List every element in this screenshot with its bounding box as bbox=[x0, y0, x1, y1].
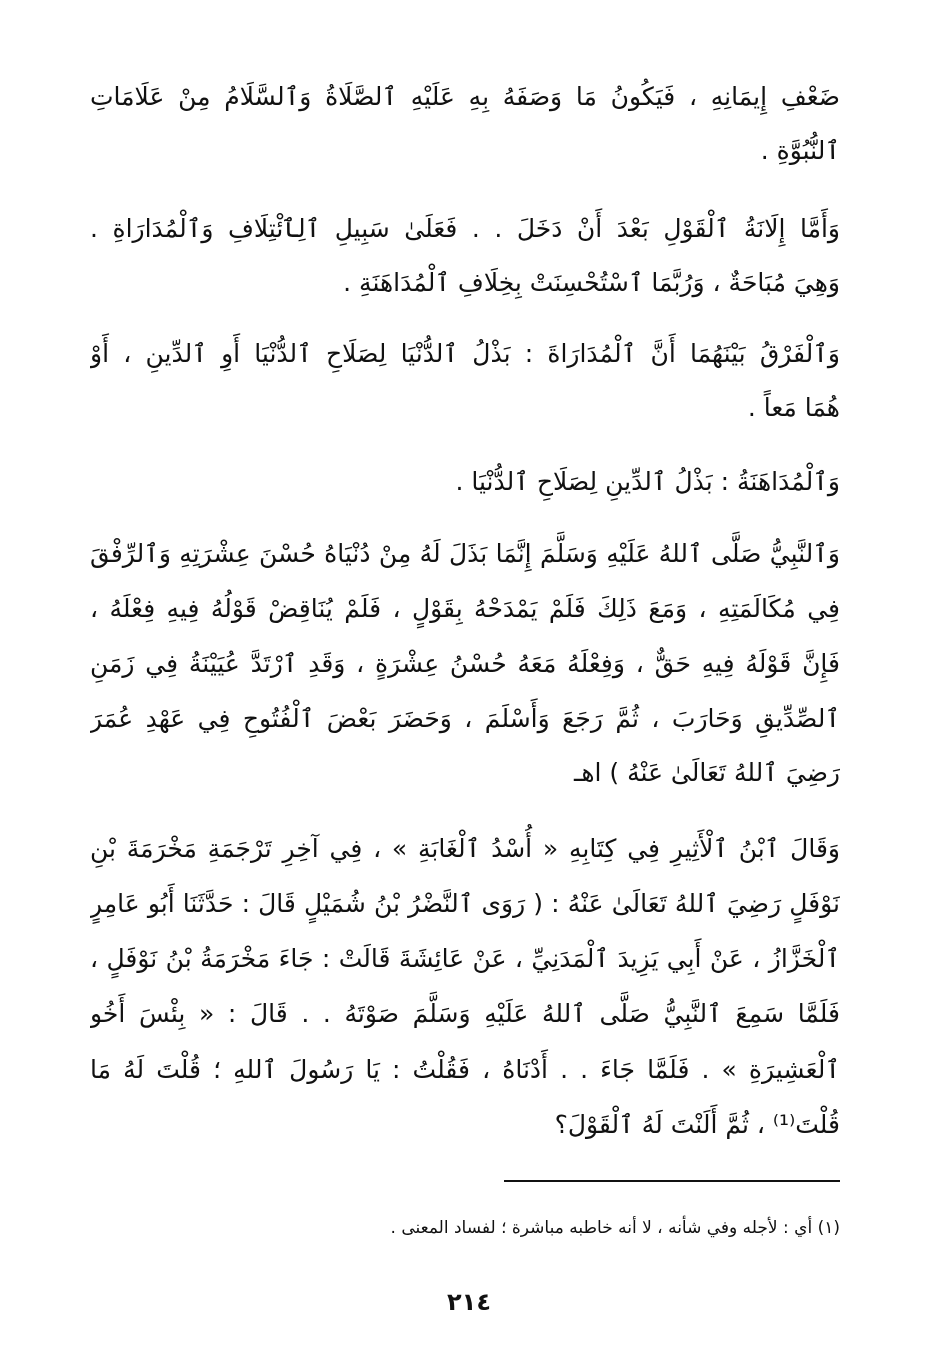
text-line: رَضِيَ ٱللهُ تَعَالَىٰ عَنْهُ ) اهـ bbox=[574, 758, 840, 787]
text-line: ٱلْخَزَّازُ ، عَنْ أَبِي يَزِيدَ ٱلْمَدَنِيِّ ، عَنْ عَائِشَةَ قَالَتْ : جَاءَ مَخْرَمَةُ بْنُ نَوْفَلٍ ، bbox=[90, 944, 840, 973]
text-line: ضَعْفِ إِيمَانِهِ ، فَيَكُونُ مَا وَصَفَهُ بِهِ عَلَيْهِ ٱلصَّلَاةُ وَٱلسَّلَامُ مِنْ عَلَامَاتِ bbox=[90, 82, 840, 111]
text-line: وَٱلْمُدَاهَنَةُ : بَذْلُ ٱلدِّينِ لِصَلَاحِ ٱلدُّنْيَا . bbox=[455, 467, 840, 496]
text-line: قُلْتَ⁽¹⁾ ، ثُمَّ أَلَنْتَ لَهُ ٱلْقَوْلَ؟ bbox=[554, 1110, 840, 1139]
text-line: وَقَالَ ٱبْنُ ٱلْأَثِيرِ فِي كِتَابِهِ « أُسْدُ ٱلْغَابَةِ » ، فِي آخِرِ تَرْجَمَةِ مَخْرَمَةَ بْنِ bbox=[90, 834, 840, 863]
text-line: وَٱلْفَرْقُ بَيْنَهُمَا أَنَّ ٱلْمُدَارَاةَ : بَذْلُ ٱلدُّنْيَا لِصَلَاحِ ٱلدُّنْيَا أَوِ ٱلدِّينِ ، أَوْ bbox=[90, 339, 840, 368]
text-line: هُمَا مَعاً . bbox=[747, 393, 840, 422]
text-line: وَأَمَّا إِلَانَةُ ٱلْقَوْلِ بَعْدَ أَنْ دَخَلَ . . فَعَلَىٰ سَبِيلِ ٱلِٱئْتِلَافِ وَٱلْمُدَارَاةِ . bbox=[90, 214, 840, 243]
footnote: (١) أي : لأجله وفي شأنه ، لا أنه خاطبه مباشرة ؛ لفساد المعنى . bbox=[390, 1218, 840, 1238]
text-line: ٱلْعَشِيرَةِ » . فَلَمَّا جَاءَ . . أَدْنَاهُ ، فَقُلْتُ : يَا رَسُولَ ٱللهِ ؛ قُلْتَ لَهُ مَا bbox=[90, 1055, 840, 1084]
text-line: ٱلصِّدِّيقِ وَحَارَبَ ، ثُمَّ رَجَعَ وَأَسْلَمَ ، وَحَضَرَ بَعْضَ ٱلْفُتُوحِ فِي عَهْدِ عُمَرَ bbox=[90, 704, 840, 733]
text-line: فِي مُكَالَمَتِهِ ، وَمَعَ ذَلِكَ فَلَمْ يَمْدَحْهُ بِقَوْلٍ ، فَلَمْ يُنَاقِضْ قَوْلُهُ فِيهِ فِعْلَهُ ، bbox=[90, 594, 840, 623]
text-line: نَوْفَلٍ رَضِيَ ٱللهُ تَعَالَىٰ عَنْهُ : ( رَوَى ٱلنَّضْرُ بْنُ شُمَيْلٍ قَالَ : حَدَّثَنَا أَبُو عَامِرٍ bbox=[90, 889, 840, 918]
text-line: وَٱلنَّبِيُّ صَلَّى ٱللهُ عَلَيْهِ وَسَلَّمَ إِنَّمَا بَذَلَ لَهُ مِنْ دُنْيَاهُ حُسْنَ عِشْرَتِهِ وَٱلرِّفْقَ bbox=[90, 539, 840, 568]
text-line: وَهِيَ مُبَاحَةٌ ، وَرُبَّمَا ٱسْتُحْسِنَتْ بِخِلَافِ ٱلْمُدَاهَنَةِ . bbox=[343, 268, 840, 297]
page-number: ٢١٤ bbox=[447, 1288, 491, 1316]
text-line: فَلَمَّا سَمِعَ ٱلنَّبِيُّ صَلَّى ٱللهُ عَلَيْهِ وَسَلَّمَ صَوْتَهُ . . قَالَ : « بِئْسَ أَخُو bbox=[90, 999, 840, 1028]
text-line: ٱلنُّبُوَّةِ . bbox=[760, 136, 840, 165]
footnote-separator bbox=[504, 1180, 840, 1182]
text-line: فَإِنَّ قَوْلَهُ فِيهِ حَقٌّ ، وَفِعْلَهُ مَعَهُ حُسْنُ عِشْرَةٍ ، وَقَدِ ٱرْتَدَّ عُيَيْنَةُ فِي زَمَنِ bbox=[90, 649, 840, 678]
